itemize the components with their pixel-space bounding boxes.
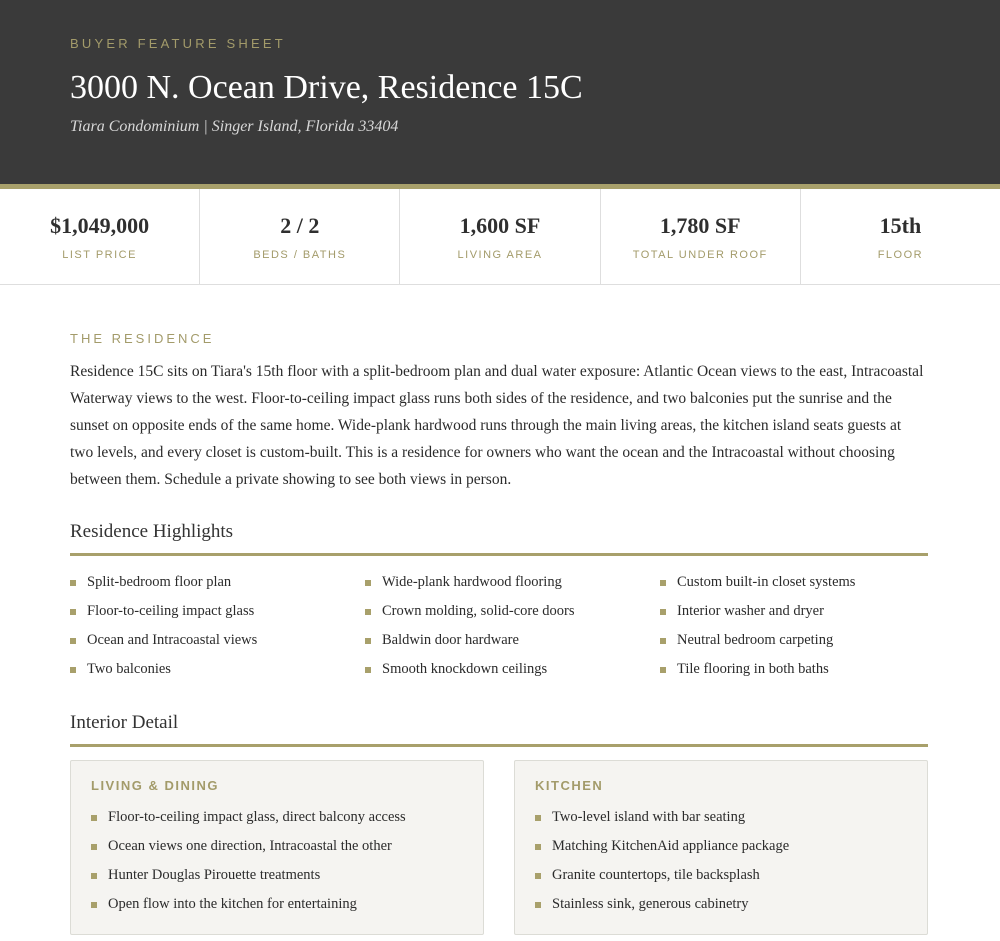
stat-floor	[801, 189, 1000, 284]
square-bullet-icon	[660, 580, 666, 586]
list-item: Baldwin door hardware	[365, 626, 660, 655]
list-item: Neutral bedroom carpeting	[660, 626, 930, 655]
highlights-column	[70, 568, 365, 684]
list-item: Ocean and Intracoastal views	[70, 626, 365, 655]
residence-heading: THE RESIDENCE	[70, 331, 215, 346]
stat-label: FLOOR	[877, 248, 924, 261]
square-bullet-icon	[70, 580, 76, 586]
panel-title: KITCHEN	[535, 778, 604, 793]
list-item: Granite countertops, tile backsplash	[535, 861, 907, 890]
stat-label: LIVING AREA	[457, 248, 543, 261]
list-item: Custom built-in closet systems	[660, 568, 930, 597]
stat-value: $1,049,000	[50, 212, 150, 238]
list-item: Open flow into the kitchen for entertaining	[91, 890, 463, 919]
square-bullet-icon	[91, 902, 97, 908]
stat-value: 2 / 2	[280, 212, 320, 238]
interior-rule	[70, 744, 928, 747]
panel-title: LIVING & DINING	[91, 778, 219, 793]
interior-panels	[70, 760, 928, 935]
square-bullet-icon	[70, 638, 76, 644]
list-item: Two balconies	[70, 655, 365, 684]
square-bullet-icon	[91, 815, 97, 821]
list-item: Interior washer and dryer	[660, 597, 930, 626]
square-bullet-icon	[70, 667, 76, 673]
panel-list	[91, 803, 463, 919]
square-bullet-icon	[365, 667, 371, 673]
sheet-eyebrow: BUYER FEATURE SHEET	[70, 36, 286, 51]
panel-list	[535, 803, 907, 919]
list-item: Stainless sink, generous cabinetry	[535, 890, 907, 919]
stat-beds-baths	[200, 189, 400, 284]
list-item: Ocean views one direction, Intracoastal the other	[91, 832, 463, 861]
square-bullet-icon	[535, 815, 541, 821]
square-bullet-icon	[365, 609, 371, 615]
square-bullet-icon	[535, 844, 541, 850]
main-content	[0, 331, 1000, 935]
stat-label: BEDS / BATHS	[253, 248, 347, 261]
kitchen-panel	[514, 760, 928, 935]
stat-label: LIST PRICE	[62, 248, 137, 261]
square-bullet-icon	[535, 902, 541, 908]
list-item: Crown molding, solid-core doors	[365, 597, 660, 626]
list-item: Tile flooring in both baths	[660, 655, 930, 684]
list-item: Floor-to-ceiling impact glass, direct balcony access	[91, 803, 463, 832]
residence-description: Residence 15C sits on Tiara's 15th floor with a split-bedroom plan and dual water exposure: Atlantic Ocean views to the east, Intracoastal Waterway views to the west. Floor-to-ceiling impact glass runs both sides of the residence, and two balconies put the sunrise and the sunset on opposite ends of the same home. Wide-plank hardwood runs through the main living areas, the kitchen island seats guests at two levels, and every closet is custom-built. This is a residence for owners who want the ocean and the Intracoastal without choosing between them. Schedule a private showing to see both views in person.	[70, 363, 924, 488]
highlights-title: Residence Highlights	[70, 521, 234, 542]
stat-living-area	[400, 189, 600, 284]
list-item: Hunter Douglas Pirouette treatments	[91, 861, 463, 890]
stat-value: 15th	[879, 212, 922, 238]
square-bullet-icon	[660, 609, 666, 615]
highlights-column	[365, 568, 660, 684]
list-item: Floor-to-ceiling impact glass	[70, 597, 365, 626]
stat-value: 1,780 SF	[659, 212, 741, 238]
stat-label: TOTAL UNDER ROOF	[632, 248, 768, 261]
square-bullet-icon	[91, 873, 97, 879]
square-bullet-icon	[70, 609, 76, 615]
square-bullet-icon	[91, 844, 97, 850]
square-bullet-icon	[660, 667, 666, 673]
stats-bar	[0, 189, 1000, 285]
list-item: Smooth knockdown ceilings	[365, 655, 660, 684]
list-item: Split-bedroom floor plan	[70, 568, 365, 597]
stat-value: 1,600 SF	[459, 212, 541, 238]
highlights-rule	[70, 553, 928, 556]
stat-total-under-roof	[601, 189, 801, 284]
list-item: Wide-plank hardwood flooring	[365, 568, 660, 597]
square-bullet-icon	[365, 638, 371, 644]
page-subtitle: Tiara Condominium | Singer Island, Florida 33404	[70, 118, 399, 136]
interior-title: Interior Detail	[70, 712, 179, 733]
header-banner	[0, 0, 1000, 184]
list-item: Two-level island with bar seating	[535, 803, 907, 832]
page-title: 3000 N. Ocean Drive, Residence 15C	[70, 69, 583, 106]
square-bullet-icon	[535, 873, 541, 879]
stat-list-price	[0, 189, 200, 284]
highlights-column	[660, 568, 930, 684]
highlights-grid	[70, 568, 928, 684]
square-bullet-icon	[365, 580, 371, 586]
square-bullet-icon	[660, 638, 666, 644]
living-dining-panel	[70, 760, 484, 935]
list-item: Matching KitchenAid appliance package	[535, 832, 907, 861]
